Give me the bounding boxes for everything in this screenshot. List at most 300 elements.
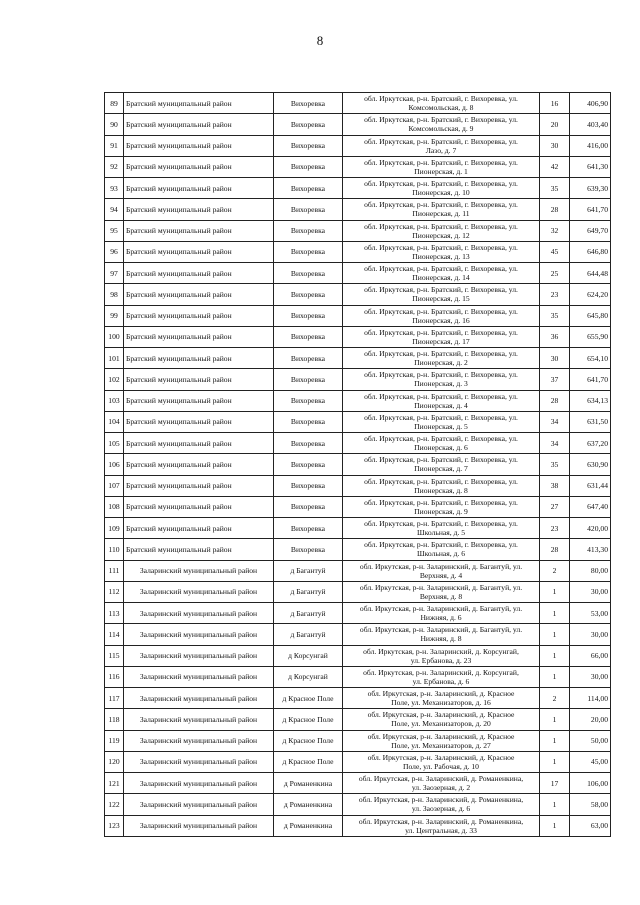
address-line-2: ул. Центральная, д. 33 bbox=[405, 825, 477, 835]
table-row bbox=[105, 178, 611, 199]
residents-count-cell: 28 bbox=[540, 390, 570, 411]
area-cell: 20,00 bbox=[570, 709, 611, 730]
address-cell bbox=[343, 178, 540, 199]
address-cell bbox=[343, 93, 540, 114]
locality-cell: д Романенкина bbox=[274, 773, 343, 794]
address-cell bbox=[343, 773, 540, 794]
locality-cell: Вихоревка bbox=[274, 284, 343, 305]
residents-count-cell: 45 bbox=[540, 241, 570, 262]
address-cell bbox=[343, 369, 540, 390]
address-line-2: Пионерская, д. 2 bbox=[414, 358, 468, 368]
residents-count-cell: 17 bbox=[540, 773, 570, 794]
locality-cell: Вихоревка bbox=[274, 369, 343, 390]
address-line-2: ул. Ербанова, д. 23 bbox=[410, 655, 472, 665]
locality-cell: д Багантуй bbox=[274, 581, 343, 602]
residents-count-cell: 1 bbox=[540, 709, 570, 730]
residents-count-cell: 34 bbox=[540, 433, 570, 454]
residents-count-cell: 2 bbox=[540, 688, 570, 709]
address-cell bbox=[343, 411, 540, 432]
address-cell bbox=[343, 581, 540, 602]
residents-count-cell: 1 bbox=[540, 815, 570, 836]
housing-registry-table bbox=[104, 92, 611, 837]
table-row bbox=[105, 794, 611, 815]
area-cell: 63,00 bbox=[570, 815, 611, 836]
address-line-1: обл. Иркутская, р-н. Братский, г. Вихоревка, ул. bbox=[364, 540, 518, 550]
table-row bbox=[105, 284, 611, 305]
table-row bbox=[105, 93, 611, 114]
row-number-cell: 92 bbox=[105, 156, 124, 177]
address-cell bbox=[343, 645, 540, 666]
locality-cell: д Романенкина bbox=[274, 794, 343, 815]
residents-count-cell: 1 bbox=[540, 624, 570, 645]
address-line-2: ул. Ербанова, д. 6 bbox=[412, 676, 470, 686]
locality-cell: д Корсунгай bbox=[274, 645, 343, 666]
row-number-cell: 89 bbox=[105, 93, 124, 114]
address-cell bbox=[343, 284, 540, 305]
locality-cell: Вихоревка bbox=[274, 241, 343, 262]
residents-count-cell: 23 bbox=[540, 284, 570, 305]
address-cell bbox=[343, 114, 540, 135]
address-line-2: Поле, ул. Механизаторов, д. 20 bbox=[391, 719, 491, 729]
area-cell: 639,30 bbox=[570, 178, 611, 199]
address-cell bbox=[343, 730, 540, 751]
address-cell bbox=[343, 794, 540, 815]
address-cell bbox=[343, 709, 540, 730]
table-row bbox=[105, 688, 611, 709]
row-number-cell: 112 bbox=[105, 581, 124, 602]
row-number-cell: 98 bbox=[105, 284, 124, 305]
district-cell: Заларинский муниципальный район bbox=[124, 751, 274, 772]
table-row bbox=[105, 114, 611, 135]
address-cell bbox=[343, 815, 540, 836]
row-number-cell: 110 bbox=[105, 539, 124, 560]
address-cell bbox=[343, 560, 540, 581]
residents-count-cell: 35 bbox=[540, 178, 570, 199]
residents-count-cell: 1 bbox=[540, 751, 570, 772]
address-cell bbox=[343, 241, 540, 262]
address-cell bbox=[343, 390, 540, 411]
area-cell: 58,00 bbox=[570, 794, 611, 815]
district-cell: Братский муниципальный район bbox=[124, 305, 274, 326]
row-number-cell: 109 bbox=[105, 518, 124, 539]
locality-cell: Вихоревка bbox=[274, 496, 343, 517]
locality-cell: д Романенкина bbox=[274, 815, 343, 836]
address-line-2: Пионерская, д. 4 bbox=[414, 400, 468, 410]
area-cell: 50,00 bbox=[570, 730, 611, 751]
area-cell: 647,40 bbox=[570, 496, 611, 517]
district-cell: Братский муниципальный район bbox=[124, 496, 274, 517]
district-cell: Заларинский муниципальный район bbox=[124, 624, 274, 645]
residents-count-cell: 32 bbox=[540, 220, 570, 241]
residents-count-cell: 30 bbox=[540, 348, 570, 369]
address-cell bbox=[343, 475, 540, 496]
area-cell: 30,00 bbox=[570, 666, 611, 687]
address-line-2: Поле, ул. Механизаторов, д. 27 bbox=[391, 740, 491, 750]
area-cell: 645,80 bbox=[570, 305, 611, 326]
address-line-2: Пионерская, д. 12 bbox=[412, 230, 470, 240]
locality-cell: Вихоревка bbox=[274, 411, 343, 432]
address-line-1: обл. Иркутская, р-н. Братский, г. Вихоревка, ул. bbox=[364, 306, 518, 316]
locality-cell: д Красное Поле bbox=[274, 688, 343, 709]
table-row bbox=[105, 433, 611, 454]
address-line-1: обл. Иркутская, р-н. Братский, г. Вихоревка, ул. bbox=[364, 349, 518, 359]
residents-count-cell: 42 bbox=[540, 156, 570, 177]
area-cell: 416,00 bbox=[570, 135, 611, 156]
address-line-2: Комсомольская, д. 9 bbox=[408, 124, 474, 134]
district-cell: Братский муниципальный район bbox=[124, 284, 274, 305]
locality-cell: Вихоревка bbox=[274, 305, 343, 326]
address-line-1: обл. Иркутская, р-н. Заларинский, д. Красное bbox=[367, 731, 515, 741]
locality-cell: Вихоревка bbox=[274, 93, 343, 114]
address-line-1: обл. Иркутская, р-н. Братский, г. Вихоревка, ул. bbox=[364, 476, 518, 486]
area-cell: 53,00 bbox=[570, 603, 611, 624]
district-cell: Братский муниципальный район bbox=[124, 135, 274, 156]
address-line-1: обл. Иркутская, р-н. Братский, г. Вихоревка, ул. bbox=[364, 327, 518, 337]
address-cell bbox=[343, 539, 540, 560]
table-row bbox=[105, 348, 611, 369]
locality-cell: Вихоревка bbox=[274, 539, 343, 560]
district-cell: Братский муниципальный район bbox=[124, 539, 274, 560]
address-line-2: Верхняя, д. 8 bbox=[419, 591, 463, 601]
area-cell: 646,80 bbox=[570, 241, 611, 262]
row-number-cell: 105 bbox=[105, 433, 124, 454]
table-row bbox=[105, 263, 611, 284]
table-row bbox=[105, 305, 611, 326]
table-row bbox=[105, 624, 611, 645]
residents-count-cell: 30 bbox=[540, 135, 570, 156]
address-cell bbox=[343, 751, 540, 772]
table-row bbox=[105, 709, 611, 730]
area-cell: 634,13 bbox=[570, 390, 611, 411]
row-number-cell: 93 bbox=[105, 178, 124, 199]
locality-cell: д Красное Поле bbox=[274, 709, 343, 730]
area-cell: 649,70 bbox=[570, 220, 611, 241]
area-cell: 630,90 bbox=[570, 454, 611, 475]
residents-count-cell: 1 bbox=[540, 666, 570, 687]
row-number-cell: 97 bbox=[105, 263, 124, 284]
row-number-cell: 107 bbox=[105, 475, 124, 496]
address-line-1: обл. Иркутская, р-н. Заларинский, д. Романенкина, bbox=[358, 774, 524, 784]
table-row bbox=[105, 326, 611, 347]
address-line-1: обл. Иркутская, р-н. Братский, г. Вихоревка, ул. bbox=[364, 221, 518, 231]
area-cell: 413,30 bbox=[570, 539, 611, 560]
locality-cell: Вихоревка bbox=[274, 114, 343, 135]
address-line-2: Верхняя, д. 4 bbox=[419, 570, 463, 580]
address-line-1: обл. Иркутская, р-н. Братский, г. Вихоревка, ул. bbox=[364, 434, 518, 444]
address-line-2: Пионерская, д. 13 bbox=[412, 251, 470, 261]
address-line-2: Пионерская, д. 1 bbox=[414, 166, 468, 176]
address-line-1: обл. Иркутская, р-н. Заларинский, д. Красное bbox=[367, 752, 515, 762]
district-cell: Братский муниципальный район bbox=[124, 93, 274, 114]
address-line-1: обл. Иркутская, р-н. Заларинский, д. Романенкина, bbox=[358, 795, 524, 805]
locality-cell: Вихоревка bbox=[274, 178, 343, 199]
address-cell bbox=[343, 666, 540, 687]
row-number-cell: 90 bbox=[105, 114, 124, 135]
table-row bbox=[105, 199, 611, 220]
locality-cell: Вихоревка bbox=[274, 220, 343, 241]
district-cell: Братский муниципальный район bbox=[124, 199, 274, 220]
row-number-cell: 96 bbox=[105, 241, 124, 262]
locality-cell: д Красное Поле bbox=[274, 730, 343, 751]
address-line-2: Пионерская, д. 6 bbox=[414, 443, 468, 453]
residents-count-cell: 25 bbox=[540, 263, 570, 284]
residents-count-cell: 28 bbox=[540, 199, 570, 220]
residents-count-cell: 35 bbox=[540, 454, 570, 475]
district-cell: Заларинский муниципальный район bbox=[124, 645, 274, 666]
residents-count-cell: 1 bbox=[540, 794, 570, 815]
address-line-1: обл. Иркутская, р-н. Братский, г. Вихоревка, ул. bbox=[364, 497, 518, 507]
table-row bbox=[105, 454, 611, 475]
row-number-cell: 119 bbox=[105, 730, 124, 751]
address-line-2: Пионерская, д. 14 bbox=[412, 273, 470, 283]
locality-cell: Вихоревка bbox=[274, 475, 343, 496]
residents-count-cell: 1 bbox=[540, 581, 570, 602]
address-line-1: обл. Иркутская, р-н. Заларинский, д. Красное bbox=[367, 710, 515, 720]
area-cell: 641,30 bbox=[570, 156, 611, 177]
address-cell bbox=[343, 199, 540, 220]
locality-cell: Вихоревка bbox=[274, 263, 343, 284]
table-row bbox=[105, 156, 611, 177]
table-row bbox=[105, 560, 611, 581]
table-row bbox=[105, 390, 611, 411]
address-line-1: обл. Иркутская, р-н. Заларинский, д. Багантуй, ул. bbox=[359, 625, 523, 635]
district-cell: Братский муниципальный район bbox=[124, 241, 274, 262]
address-line-2: Поле, ул. Механизаторов, д. 16 bbox=[391, 698, 491, 708]
address-line-2: ул. Заозерная, д. 6 bbox=[411, 804, 471, 814]
row-number-cell: 117 bbox=[105, 688, 124, 709]
address-line-1: обл. Иркутская, р-н. Братский, г. Вихоревка, ул. bbox=[364, 179, 518, 189]
row-number-cell: 114 bbox=[105, 624, 124, 645]
address-line-2: Пионерская, д. 10 bbox=[412, 188, 470, 198]
residents-count-cell: 16 bbox=[540, 93, 570, 114]
locality-cell: Вихоревка bbox=[274, 135, 343, 156]
district-cell: Заларинский муниципальный район bbox=[124, 666, 274, 687]
address-line-2: Поле, ул. Рабочая, д. 10 bbox=[403, 761, 479, 771]
row-number-cell: 100 bbox=[105, 326, 124, 347]
area-cell: 420,00 bbox=[570, 518, 611, 539]
residents-count-cell: 37 bbox=[540, 369, 570, 390]
address-line-1: обл. Иркутская, р-н. Братский, г. Вихоревка, ул. bbox=[364, 94, 518, 104]
area-cell: 631,50 bbox=[570, 411, 611, 432]
area-cell: 406,90 bbox=[570, 93, 611, 114]
address-line-2: Пионерская, д. 15 bbox=[412, 294, 470, 304]
row-number-cell: 91 bbox=[105, 135, 124, 156]
row-number-cell: 122 bbox=[105, 794, 124, 815]
address-line-1: обл. Иркутская, р-н. Братский, г. Вихоревка, ул. bbox=[364, 242, 518, 252]
address-line-1: обл. Иркутская, р-н. Братский, г. Вихоревка, ул. bbox=[364, 115, 518, 125]
locality-cell: д Корсунгай bbox=[274, 666, 343, 687]
area-cell: 644,48 bbox=[570, 263, 611, 284]
district-cell: Братский муниципальный район bbox=[124, 454, 274, 475]
district-cell: Братский муниципальный район bbox=[124, 369, 274, 390]
address-cell bbox=[343, 305, 540, 326]
row-number-cell: 108 bbox=[105, 496, 124, 517]
address-cell bbox=[343, 624, 540, 645]
locality-cell: Вихоревка bbox=[274, 454, 343, 475]
table-row bbox=[105, 369, 611, 390]
table-row bbox=[105, 645, 611, 666]
residents-count-cell: 2 bbox=[540, 560, 570, 581]
address-line-2: Пионерская, д. 11 bbox=[412, 209, 470, 219]
district-cell: Заларинский муниципальный район bbox=[124, 603, 274, 624]
table-row bbox=[105, 773, 611, 794]
district-cell: Братский муниципальный район bbox=[124, 178, 274, 199]
address-cell bbox=[343, 454, 540, 475]
address-line-2: Лазо, д. 7 bbox=[425, 145, 457, 155]
area-cell: 641,70 bbox=[570, 199, 611, 220]
registry-table-body bbox=[105, 93, 611, 837]
residents-count-cell: 20 bbox=[540, 114, 570, 135]
address-line-2: Пионерская, д. 5 bbox=[414, 421, 468, 431]
address-cell bbox=[343, 496, 540, 517]
address-line-1: обл. Иркутская, р-н. Братский, г. Вихоревка, ул. bbox=[364, 455, 518, 465]
row-number-cell: 106 bbox=[105, 454, 124, 475]
residents-count-cell: 27 bbox=[540, 496, 570, 517]
address-line-1: обл. Иркутская, р-н. Братский, г. Вихоревка, ул. bbox=[364, 157, 518, 167]
address-line-2: Пионерская, д. 7 bbox=[414, 464, 468, 474]
locality-cell: Вихоревка bbox=[274, 433, 343, 454]
area-cell: 641,70 bbox=[570, 369, 611, 390]
district-cell: Братский муниципальный район bbox=[124, 433, 274, 454]
district-cell: Братский муниципальный район bbox=[124, 475, 274, 496]
locality-cell: д Багантуй bbox=[274, 624, 343, 645]
district-cell: Братский муниципальный район bbox=[124, 220, 274, 241]
district-cell: Братский муниципальный район bbox=[124, 411, 274, 432]
district-cell: Заларинский муниципальный район bbox=[124, 773, 274, 794]
address-line-2: ул. Заозерная, д. 2 bbox=[411, 783, 471, 793]
address-line-1: обл. Иркутская, р-н. Заларинский, д. Корсунгай, bbox=[363, 667, 519, 677]
area-cell: 624,20 bbox=[570, 284, 611, 305]
table-row bbox=[105, 475, 611, 496]
district-cell: Братский муниципальный район bbox=[124, 263, 274, 284]
area-cell: 403,40 bbox=[570, 114, 611, 135]
address-line-1: обл. Иркутская, р-н. Братский, г. Вихоревка, ул. bbox=[364, 412, 518, 422]
row-number-cell: 111 bbox=[105, 560, 124, 581]
table-row bbox=[105, 496, 611, 517]
residents-count-cell: 1 bbox=[540, 603, 570, 624]
district-cell: Заларинский муниципальный район bbox=[124, 709, 274, 730]
table-row bbox=[105, 666, 611, 687]
table-row bbox=[105, 220, 611, 241]
row-number-cell: 123 bbox=[105, 815, 124, 836]
address-line-2: Пионерская, д. 8 bbox=[414, 485, 468, 495]
address-cell bbox=[343, 326, 540, 347]
residents-count-cell: 38 bbox=[540, 475, 570, 496]
address-line-1: обл. Иркутская, р-н. Заларинский, д. Романенкина, bbox=[358, 816, 524, 826]
row-number-cell: 103 bbox=[105, 390, 124, 411]
district-cell: Заларинский муниципальный район bbox=[124, 581, 274, 602]
address-line-1: обл. Иркутская, р-н. Братский, г. Вихоревка, ул. bbox=[364, 136, 518, 146]
district-cell: Заларинский муниципальный район bbox=[124, 730, 274, 751]
table-row bbox=[105, 518, 611, 539]
address-line-2: Пионерская, д. 3 bbox=[414, 379, 468, 389]
locality-cell: Вихоревка bbox=[274, 518, 343, 539]
address-line-1: обл. Иркутская, р-н. Заларинский, д. Багантуй, ул. bbox=[359, 582, 523, 592]
address-line-1: обл. Иркутская, р-н. Заларинский, д. Красное bbox=[367, 689, 515, 699]
table-row bbox=[105, 603, 611, 624]
address-cell bbox=[343, 688, 540, 709]
area-cell: 80,00 bbox=[570, 560, 611, 581]
page-number: 8 bbox=[316, 33, 324, 48]
row-number-cell: 113 bbox=[105, 603, 124, 624]
locality-cell: Вихоревка bbox=[274, 348, 343, 369]
row-number-cell: 115 bbox=[105, 645, 124, 666]
area-cell: 45,00 bbox=[570, 751, 611, 772]
area-cell: 30,00 bbox=[570, 581, 611, 602]
table-row bbox=[105, 730, 611, 751]
residents-count-cell: 1 bbox=[540, 730, 570, 751]
row-number-cell: 95 bbox=[105, 220, 124, 241]
address-cell bbox=[343, 156, 540, 177]
row-number-cell: 94 bbox=[105, 199, 124, 220]
residents-count-cell: 23 bbox=[540, 518, 570, 539]
row-number-cell: 116 bbox=[105, 666, 124, 687]
area-cell: 30,00 bbox=[570, 624, 611, 645]
table-row bbox=[105, 581, 611, 602]
address-line-1: обл. Иркутская, р-н. Заларинский, д. Багантуй, ул. bbox=[359, 561, 523, 571]
address-line-2: Комсомольская, д. 8 bbox=[408, 103, 474, 113]
address-line-1: обл. Иркутская, р-н. Братский, г. Вихоревка, ул. bbox=[364, 264, 518, 274]
area-cell: 631,44 bbox=[570, 475, 611, 496]
address-line-1: обл. Иркутская, р-н. Братский, г. Вихоревка, ул. bbox=[364, 391, 518, 401]
address-line-2: Нижняя, д. 6 bbox=[420, 613, 462, 623]
residents-count-cell: 36 bbox=[540, 326, 570, 347]
row-number-cell: 99 bbox=[105, 305, 124, 326]
residents-count-cell: 1 bbox=[540, 645, 570, 666]
residents-count-cell: 35 bbox=[540, 305, 570, 326]
district-cell: Заларинский муниципальный район bbox=[124, 688, 274, 709]
address-line-2: Пионерская, д. 9 bbox=[414, 506, 468, 516]
address-line-2: Нижняя, д. 8 bbox=[420, 634, 462, 644]
row-number-cell: 120 bbox=[105, 751, 124, 772]
area-cell: 114,00 bbox=[570, 688, 611, 709]
address-cell bbox=[343, 518, 540, 539]
table-row bbox=[105, 135, 611, 156]
locality-cell: Вихоревка bbox=[274, 326, 343, 347]
row-number-cell: 121 bbox=[105, 773, 124, 794]
locality-cell: д Багантуй bbox=[274, 560, 343, 581]
address-line-2: Школьная, д. 5 bbox=[416, 528, 466, 538]
district-cell: Братский муниципальный район bbox=[124, 114, 274, 135]
district-cell: Братский муниципальный район bbox=[124, 156, 274, 177]
locality-cell: Вихоревка bbox=[274, 390, 343, 411]
address-line-2: Школьная, д. 6 bbox=[416, 549, 466, 559]
table-row bbox=[105, 815, 611, 836]
district-cell: Братский муниципальный район bbox=[124, 518, 274, 539]
address-cell bbox=[343, 603, 540, 624]
area-cell: 106,00 bbox=[570, 773, 611, 794]
row-number-cell: 101 bbox=[105, 348, 124, 369]
locality-cell: д Багантуй bbox=[274, 603, 343, 624]
table-row bbox=[105, 411, 611, 432]
area-cell: 655,90 bbox=[570, 326, 611, 347]
area-cell: 637,20 bbox=[570, 433, 611, 454]
locality-cell: д Красное Поле bbox=[274, 751, 343, 772]
residents-count-cell: 28 bbox=[540, 539, 570, 560]
address-cell bbox=[343, 220, 540, 241]
address-line-1: обл. Иркутская, р-н. Заларинский, д. Корсунгай, bbox=[363, 646, 519, 656]
address-line-2: Пионерская, д. 16 bbox=[412, 315, 470, 325]
address-cell bbox=[343, 348, 540, 369]
address-cell bbox=[343, 263, 540, 284]
residents-count-cell: 34 bbox=[540, 411, 570, 432]
district-cell: Братский муниципальный район bbox=[124, 326, 274, 347]
address-line-1: обл. Иркутская, р-н. Братский, г. Вихоревка, ул. bbox=[364, 370, 518, 380]
address-line-1: обл. Иркутская, р-н. Братский, г. Вихоревка, ул. bbox=[364, 200, 518, 210]
locality-cell: Вихоревка bbox=[274, 156, 343, 177]
district-cell: Заларинский муниципальный район bbox=[124, 794, 274, 815]
row-number-cell: 104 bbox=[105, 411, 124, 432]
